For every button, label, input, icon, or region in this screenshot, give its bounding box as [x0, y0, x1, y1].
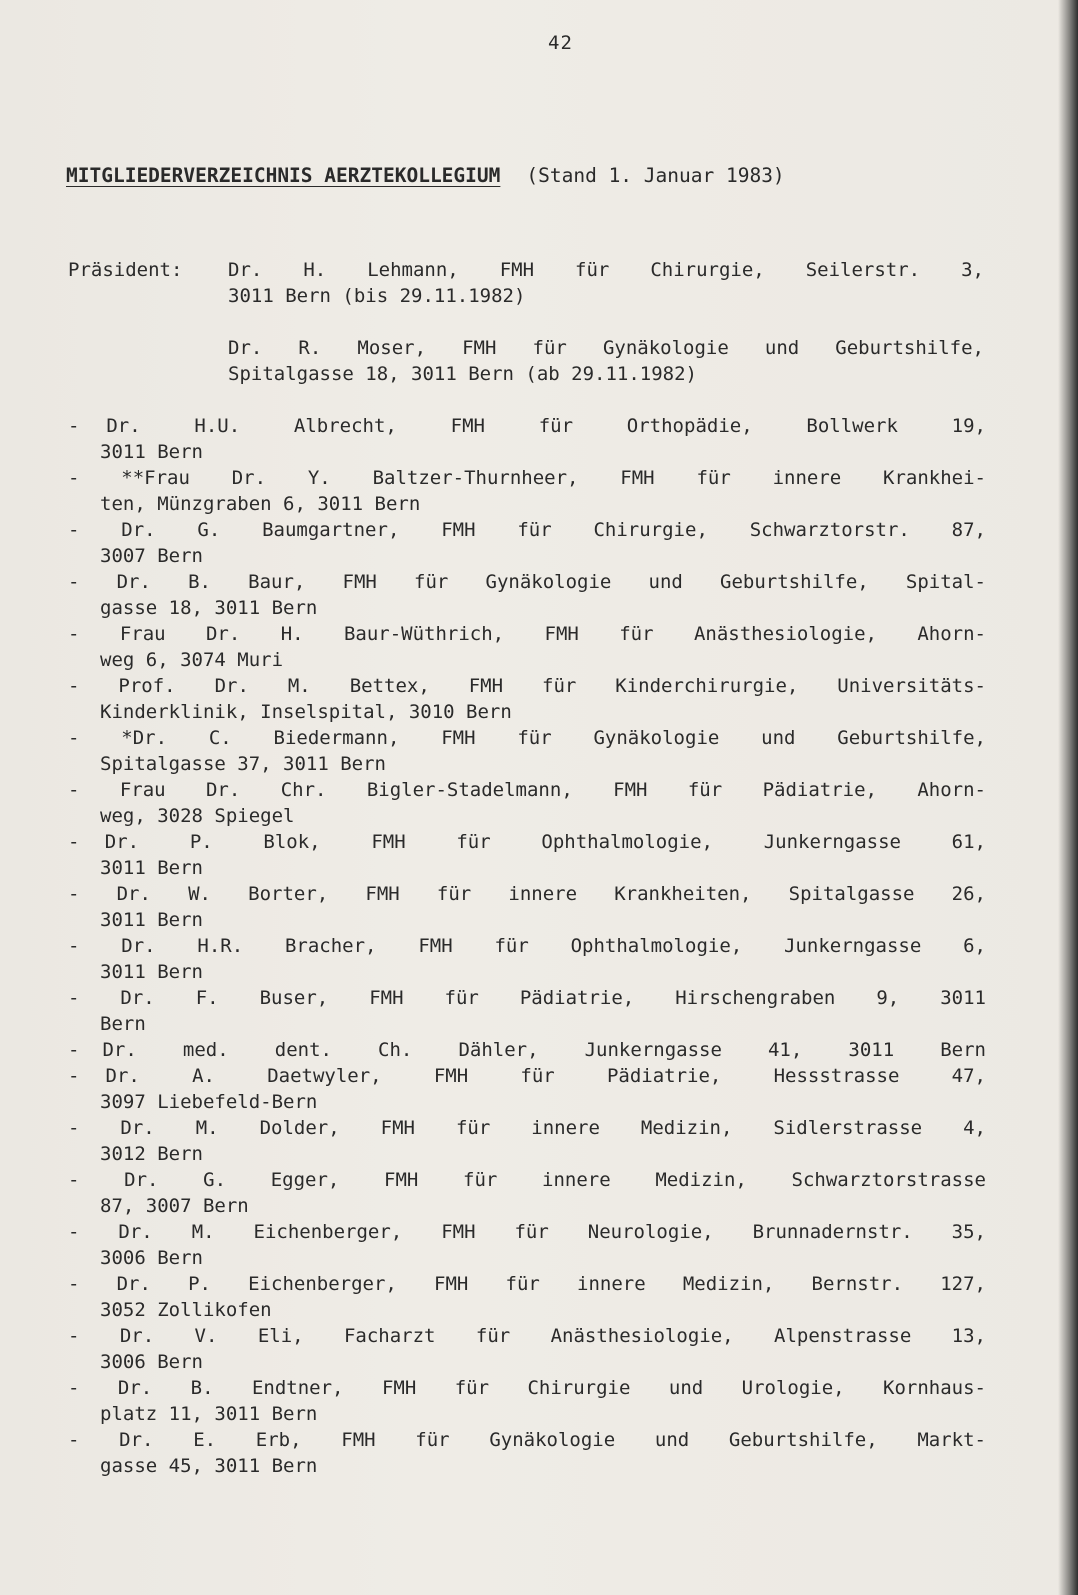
- member-16-line-1: - Dr. G. Egger, FMH für innere Medizin, Schwarztorstrasse: [68, 1169, 986, 1191]
- member-10-line-1: - Dr. W. Borter, FMH für innere Krankheiten, Spitalgasse 26,: [68, 883, 986, 905]
- member-3-line-1: - Dr. G. Baumgartner, FMH für Chirurgie, Schwarztorstr. 87,: [68, 519, 986, 541]
- member-5-line-2: weg 6, 3074 Muri: [100, 649, 284, 671]
- member-15-line-2: 3012 Bern: [100, 1143, 203, 1165]
- member-8-line-2: weg, 3028 Spiegel: [100, 805, 295, 827]
- president-1-line-2: 3011 Bern (bis 29.11.1982): [228, 285, 526, 307]
- member-13-line-1: - Dr. med. dent. Ch. Dähler, Junkerngasse 41, 3011 Bern: [68, 1039, 986, 1061]
- member-20-line-1: - Dr. B. Endtner, FMH für Chirurgie und Urologie, Kornhaus-: [68, 1377, 986, 1399]
- page-number: 42: [548, 32, 573, 54]
- member-15-line-1: - Dr. M. Dolder, FMH für innere Medizin, Sidlerstrasse 4,: [68, 1117, 986, 1139]
- member-12-line-2: Bern: [100, 1013, 146, 1035]
- member-2-line-2: ten, Münzgraben 6, 3011 Bern: [100, 493, 421, 515]
- member-11-line-2: 3011 Bern: [100, 961, 203, 983]
- member-6-line-2: Kinderklinik, Inselspital, 3010 Bern: [100, 701, 512, 723]
- member-16-line-2: 87, 3007 Bern: [100, 1195, 249, 1217]
- member-21-line-2: gasse 45, 3011 Bern: [100, 1455, 318, 1477]
- member-8-line-1: - Frau Dr. Chr. Bigler-Stadelmann, FMH für Pädiatrie, Ahorn-: [68, 779, 986, 801]
- member-9-line-2: 3011 Bern: [100, 857, 203, 879]
- member-19-line-1: - Dr. V. Eli, Facharzt für Anästhesiologie, Alpenstrasse 13,: [68, 1325, 986, 1347]
- member-19-line-2: 3006 Bern: [100, 1351, 203, 1373]
- member-17-line-1: - Dr. M. Eichenberger, FMH für Neurologie, Brunnadernstr. 35,: [68, 1221, 986, 1243]
- member-17-line-2: 3006 Bern: [100, 1247, 203, 1269]
- member-2-line-1: - **Frau Dr. Y. Baltzer-Thurnheer, FMH für innere Krankhei-: [68, 467, 986, 489]
- member-11-line-1: - Dr. H.R. Bracher, FMH für Ophthalmologie, Junkerngasse 6,: [68, 935, 986, 957]
- member-3-line-2: 3007 Bern: [100, 545, 203, 567]
- member-1-line-1: - Dr. H.U. Albrecht, FMH für Orthopädie, Bollwerk 19,: [68, 415, 986, 437]
- member-21-line-1: - Dr. E. Erb, FMH für Gynäkologie und Geburtshilfe, Markt-: [68, 1429, 986, 1451]
- member-9-line-1: - Dr. P. Blok, FMH für Ophthalmologie, Junkerngasse 61,: [68, 831, 986, 853]
- president-2-line-2: Spitalgasse 18, 3011 Bern (ab 29.11.1982): [228, 363, 697, 385]
- member-7-line-1: - *Dr. C. Biedermann, FMH für Gynäkologie und Geburtshilfe,: [68, 727, 986, 749]
- document-title: [66, 164, 785, 187]
- member-7-line-2: Spitalgasse 37, 3011 Bern: [100, 753, 386, 775]
- president-1-line-1: Dr. H. Lehmann, FMH für Chirurgie, Seilerstr. 3,: [228, 259, 984, 281]
- member-14-line-2: 3097 Liebefeld-Bern: [100, 1091, 318, 1113]
- president-2-line-1: Dr. R. Moser, FMH für Gynäkologie und Geburtshilfe,: [228, 337, 984, 359]
- member-10-line-2: 3011 Bern: [100, 909, 203, 931]
- member-5-line-1: - Frau Dr. H. Baur-Wüthrich, FMH für Anästhesiologie, Ahorn-: [68, 623, 986, 645]
- title-date: (Stand 1. Januar 1983): [526, 164, 785, 187]
- member-18-line-1: - Dr. P. Eichenberger, FMH für innere Medizin, Bernstr. 127,: [68, 1273, 986, 1295]
- president-label: Präsident:: [68, 259, 183, 281]
- member-1-line-2: 3011 Bern: [100, 441, 203, 463]
- member-4-line-2: gasse 18, 3011 Bern: [100, 597, 318, 619]
- member-18-line-2: 3052 Zollikofen: [100, 1299, 272, 1321]
- title-main: MITGLIEDERVERZEICHNIS AERZTEKOLLEGIUM: [66, 164, 501, 187]
- page-edge-shadow: [1058, 0, 1078, 1595]
- member-12-line-1: - Dr. F. Buser, FMH für Pädiatrie, Hirschengraben 9, 3011: [68, 987, 986, 1009]
- member-20-line-2: platz 11, 3011 Bern: [100, 1403, 318, 1425]
- member-14-line-1: - Dr. A. Daetwyler, FMH für Pädiatrie, Hessstrasse 47,: [68, 1065, 986, 1087]
- member-6-line-1: - Prof. Dr. M. Bettex, FMH für Kinderchirurgie, Universitäts-: [68, 675, 986, 697]
- member-4-line-1: - Dr. B. Baur, FMH für Gynäkologie und Geburtshilfe, Spital-: [68, 571, 986, 593]
